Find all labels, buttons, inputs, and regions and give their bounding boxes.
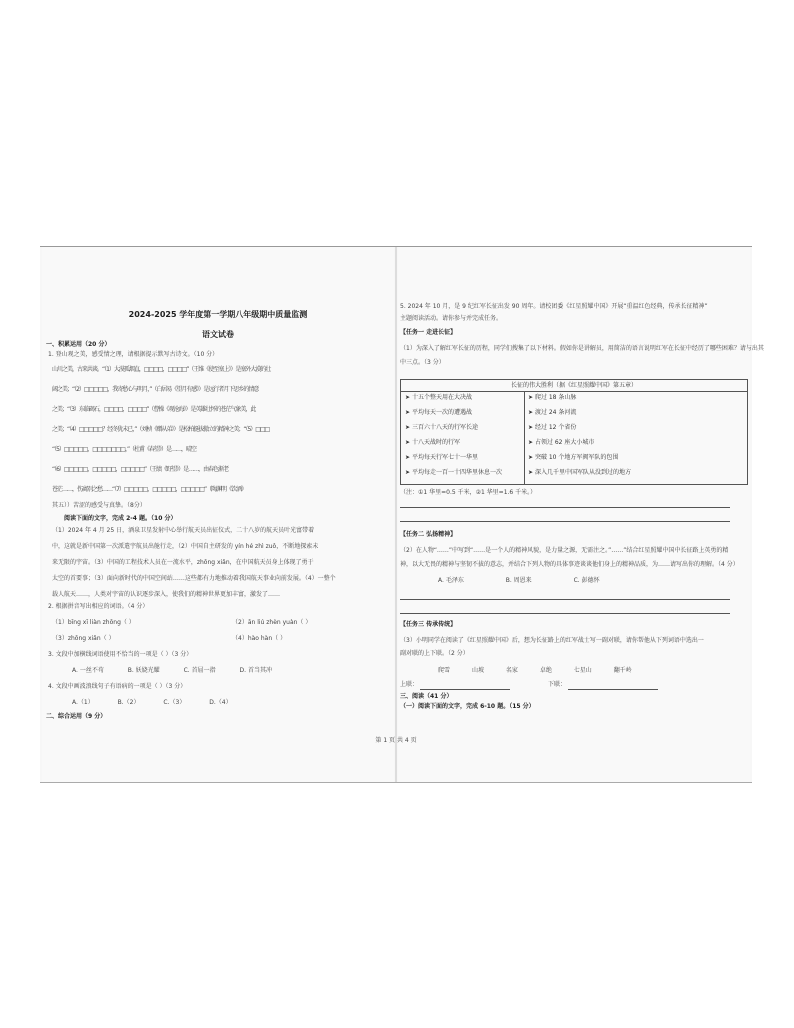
longmarch-table [400,379,748,485]
scanned-exam-sheet [40,246,764,783]
word: 七星山 [573,667,592,674]
question-text: （1）为深入了解红军长征的历程，同学们搜集了以下材料。假如你是讲解员，用简洁的语言说明红军在长征中经历了哪些困难？请与出其 [400,345,764,352]
exam-title: 2024-2025 学年度第一学期八年级期中质量监测 [128,310,308,319]
upper-couplet-blank[interactable] [420,689,510,690]
table-cell: ➤ 渡过 24 条河流 [528,409,577,416]
upper-couplet-label: 上联： [400,681,419,688]
pinyin-item: （3）zhōng xiǎn（ ） [52,635,115,642]
question-text: 3. 文段中加横线词语使用不恰当的一项是（ ）（3 分） [48,651,193,658]
table-cell: ➤ 占领过 62 座大小城市 [528,439,595,446]
lower-couplet-label: 下联： [548,681,567,688]
option: A. 毛泽东 [438,577,464,584]
option: B.（2） [117,699,140,706]
option: A.（1） [72,699,94,706]
question-text: 4. 文段中画波浪线句子有语病的一项是（ ）（3 分） [48,683,187,690]
question-text: 1. 登山观之美，感受情之理，请根据提示默写古诗文。（10 分） [48,351,219,358]
table-cell: ➤ 深入几千里中国军队从没到过的地方 [528,469,631,476]
question-text: 山川之美，古来共谈。“（1）大漠孤烟直，□□□□，□□□□”（王维《使至塞上》）是塞外大漠的壮 [52,366,271,373]
table-cell: ➤ 平均每走一百一十四华里休息一次 [405,469,502,476]
question-text: “（5）□□□□□，□□□□□□□，”（杜甫《春望》）是……，晴空 [52,446,197,453]
pinyin-item: （1）bīng xī liàn zhōng（ ） [52,619,135,626]
passage-line: 中，这就是新中国第一次派遣宇航员出舱行走，（2）中国自主研发的 yín hé zhì zuǒ，不断地探索未 [52,543,319,550]
page-fold [395,247,397,782]
passage-line: 太空的首要事；（3）面向新时代的中国空间站……这些都有力地推动着我国航天事业向前发展。（4）一整个 [52,575,336,582]
lower-couplet-blank[interactable] [568,689,658,690]
question-text: 2. 根据拼音写出相应的词语。（4 分） [48,603,149,610]
right-page [398,247,764,782]
task-heading: 【任务二 弘扬精神】 [400,531,457,538]
table-title: 长征的伟大胜利（据《红星照耀中国》第五章） [401,380,747,392]
passage-line: （1）2024 年 4 月 25 日，酒泉卫星发射中心举行航天员出征仪式，二十八岁的航天员叶光富带着 [52,527,315,534]
question-text: 中三点。（3 分） [400,359,445,366]
task-heading: 【任务三 传承传统】 [400,621,457,628]
answer-line[interactable] [400,599,730,600]
question-text: 阔之美；“（2）□□□□□，我寄愁心与明月，”（白居易《望月有感》）是远行者月下思乡的情意 [52,386,259,393]
option: C. 彭德怀 [573,577,600,584]
table-cell: ➤ 平均每天行军七十一华里 [405,454,478,461]
intro-line: 5. 2024 年 10 月，是 9 纪红军长征出发 90 周年。请校团委《红星照耀中国》开展“重温红色经典，传承长征精神” [400,303,708,310]
answer-line[interactable] [400,507,730,508]
table-cell: ➤ 爬过 18 条山脉 [528,394,577,401]
option: C.（3） [163,699,186,706]
question-text: （2）在人物“……”中写到“……是一个人的精神风貌，是力量之源，无需注之。”……”结合红星照耀中国中长征路上英勇的精 [400,547,729,554]
option: B. 周恩来 [505,577,532,584]
option: C. 首屈一指 [183,667,216,674]
left-page [42,247,394,782]
pinyin-item: （2）ān liú zhèn yuàn（ ） [232,619,312,626]
section-heading: 一、积累运用（20 分） [46,341,111,348]
option: D.（4） [209,699,232,706]
question-text: 苍茫……，伤离别之愁……“（7）□□□□□，□□□□□，□□□□□”（陶渊明《饮酒》 [52,486,247,493]
option: B. 妖娆光耀 [127,667,160,674]
word: 名家 [505,667,518,674]
answer-line[interactable] [400,521,730,522]
table-note: （注：①1 华里=0.5 千米，②1 华里=1.6 千米。） [400,489,537,496]
table-cell: ➤ 经过 12 个省份 [528,424,577,431]
answer-line[interactable] [400,613,730,614]
option: A. 一丝不苟 [72,667,104,674]
table-cell: ➤ 平均每天一次的遭遇战 [405,409,472,416]
reading-heading: 阅读下面的文字，完成 2-4 题。（10 分） [64,515,177,522]
passage-line: 载人航天……，人类对宇宙的认识逐步深入，使我们的精神世界更加丰富，激发了…… [52,591,281,598]
question-text: 副对联的上下联。（2 分） [400,650,469,657]
table-divider [524,391,525,484]
question-text: 神，以大无畏的精神与坚韧不拔的意志，并结合下列人物的具体事迹谈谈他们身上的精神品质，为……请写出你的理解。（4 分） [400,561,739,568]
option-row [72,699,254,707]
passage-line: 来无限的宇宙。（3）中国的工程技术人员在一流水平，zhōng xiǎn，在中国航天员身上体现了勇于 [52,559,314,566]
word: 翻千岭 [613,667,632,674]
question-text: 其五））苦涩的感受与真挚。（8分） [52,502,146,509]
section-heading: 二、综合运用（9 分） [46,713,107,720]
question-text: 之美；“（3）东临碣石，□□□□，□□□□”（曹操《观沧海》）是英雄壮怀的苍茫气象美，此 [52,406,256,413]
question-text: 之美；“（4）□□□□□？经冬犹未已，”（刘桢《赠从弟》）是松柏挺拔傲立的精神之美；“（5）□□□ [52,426,270,433]
pinyin-item: （4）hào hàn（ ） [232,635,287,642]
table-cell: ➤ 三百六十八天的行军长途 [405,424,478,431]
question-text: （3）小明同学在阅读了《红星照耀中国》后，想为长征路上的红军战士写一副对联，请你帮他从下列词语中选出一 [400,637,704,644]
word: 卓绝 [539,667,552,674]
section-heading: 三、阅读（41 分） [400,693,453,700]
table-cell: ➤ 十五个整天用在大决战 [405,394,472,401]
task-heading: 【任务一 走进长征】 [400,329,457,336]
word-bank [438,667,654,675]
subsection-heading: （一）阅读下面的文字，完成 6-10 题。（15 分） [400,703,535,710]
table-cell: ➤ 十八天战时的行军 [405,439,460,446]
exam-subtitle: 语文试卷 [202,330,234,339]
page-footer: 第 1 页 共 4 页 [375,737,417,744]
option-row [72,667,294,675]
word: 山坡 [471,667,484,674]
option: D. 首当其冲 [239,667,272,674]
option-row [438,577,622,585]
word: 爬雪 [438,667,451,674]
table-cell: ➤ 突破 10 个地方军阀军队的包围 [528,454,619,461]
intro-line: 主题阅读活动。请你参与并完成任务。 [400,315,503,322]
question-text: “（6）□□□□□，□□□□□，□□□□□”（王绩《野望》）是……，由春色渐老 [52,466,229,473]
